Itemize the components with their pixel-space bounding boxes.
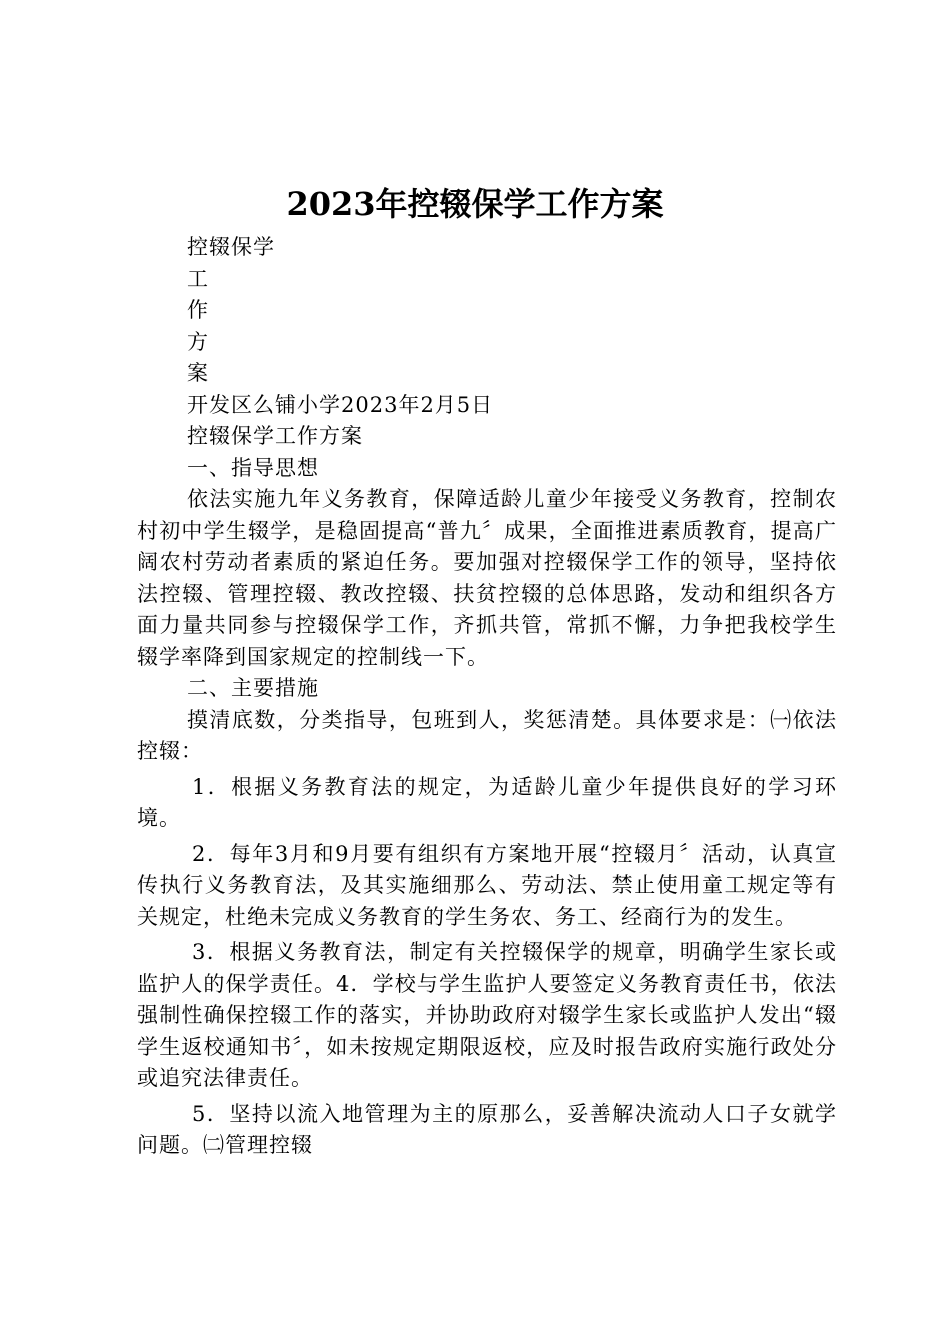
cover-line-3: 作 <box>187 298 209 322</box>
cover-line-2: 工 <box>187 266 209 291</box>
cover-line-5: 案 <box>187 361 209 385</box>
list-item-5: 5．坚持以流入地管理为主的原那么，妥善解决流动人口子女就学问题。㈡管理控辍 <box>137 1101 837 1157</box>
list-item-2: 2．每年3月和9月要有组织有方案地开展“控辍月〞活动，认真宣传执行义务教育法，及其实施细那么、劳动法、禁止使用童工规定等有关规定，杜绝未完成义务教育的学生务农、务工、经商行为的发生。 <box>137 841 837 929</box>
section-heading-guiding-ideology: 一、指导思想 <box>187 455 319 480</box>
cover-line-4: 方 <box>187 329 209 354</box>
paragraph-guiding-ideology: 依法实施九年义务教育，保障适龄儿童少年接受义务教育，控制农村初中学生辍学，是稳固提高“普九〞成果，全面推进素质教育，提高广阔农村劳动者素质的紧迫任务。要加强对控辍保学工作的领导，坚持依法控辍、管理控辍、教改控辍、扶贫控辍的总体思路，发动和组织各方面力量共同参与控辍保学工作，齐抓共管，常抓不懈，力争把我校学生辍学率降到国家规定的控制线一下。 <box>137 487 837 669</box>
plan-subtitle: 控辍保学工作方案 <box>187 424 363 448</box>
document-body <box>137 232 837 1162</box>
org-date-line: 开发区么铺小学2023年2月5日 <box>187 392 494 417</box>
document-title: 2023年控辍保学工作方案 <box>286 185 664 223</box>
paragraph-main-measures-intro: 摸清底数，分类指导，包班到人，奖惩清楚。具体要求是：㈠依法控辍： <box>137 707 837 763</box>
list-item-3: 3．根据义务教育法，制定有关控辍保学的规章，明确学生家长或监护人的保学责任。4．学校与学生监护人要签定义务教育责任书，依法强制性确保控辍工作的落实，并协助政府对辍学生家长或监护人发出“辍学生返校通知书〞，如未按规定期限返校，应及时报告政府实施行政处分或追究法律责任。 <box>137 940 837 1090</box>
list-item-1: 1．根据义务教育法的规定，为适龄儿童少年提供良好的学习环境。 <box>137 774 837 830</box>
section-heading-main-measures: 二、主要措施 <box>187 676 319 700</box>
cover-line-1: 控辍保学 <box>187 235 275 259</box>
